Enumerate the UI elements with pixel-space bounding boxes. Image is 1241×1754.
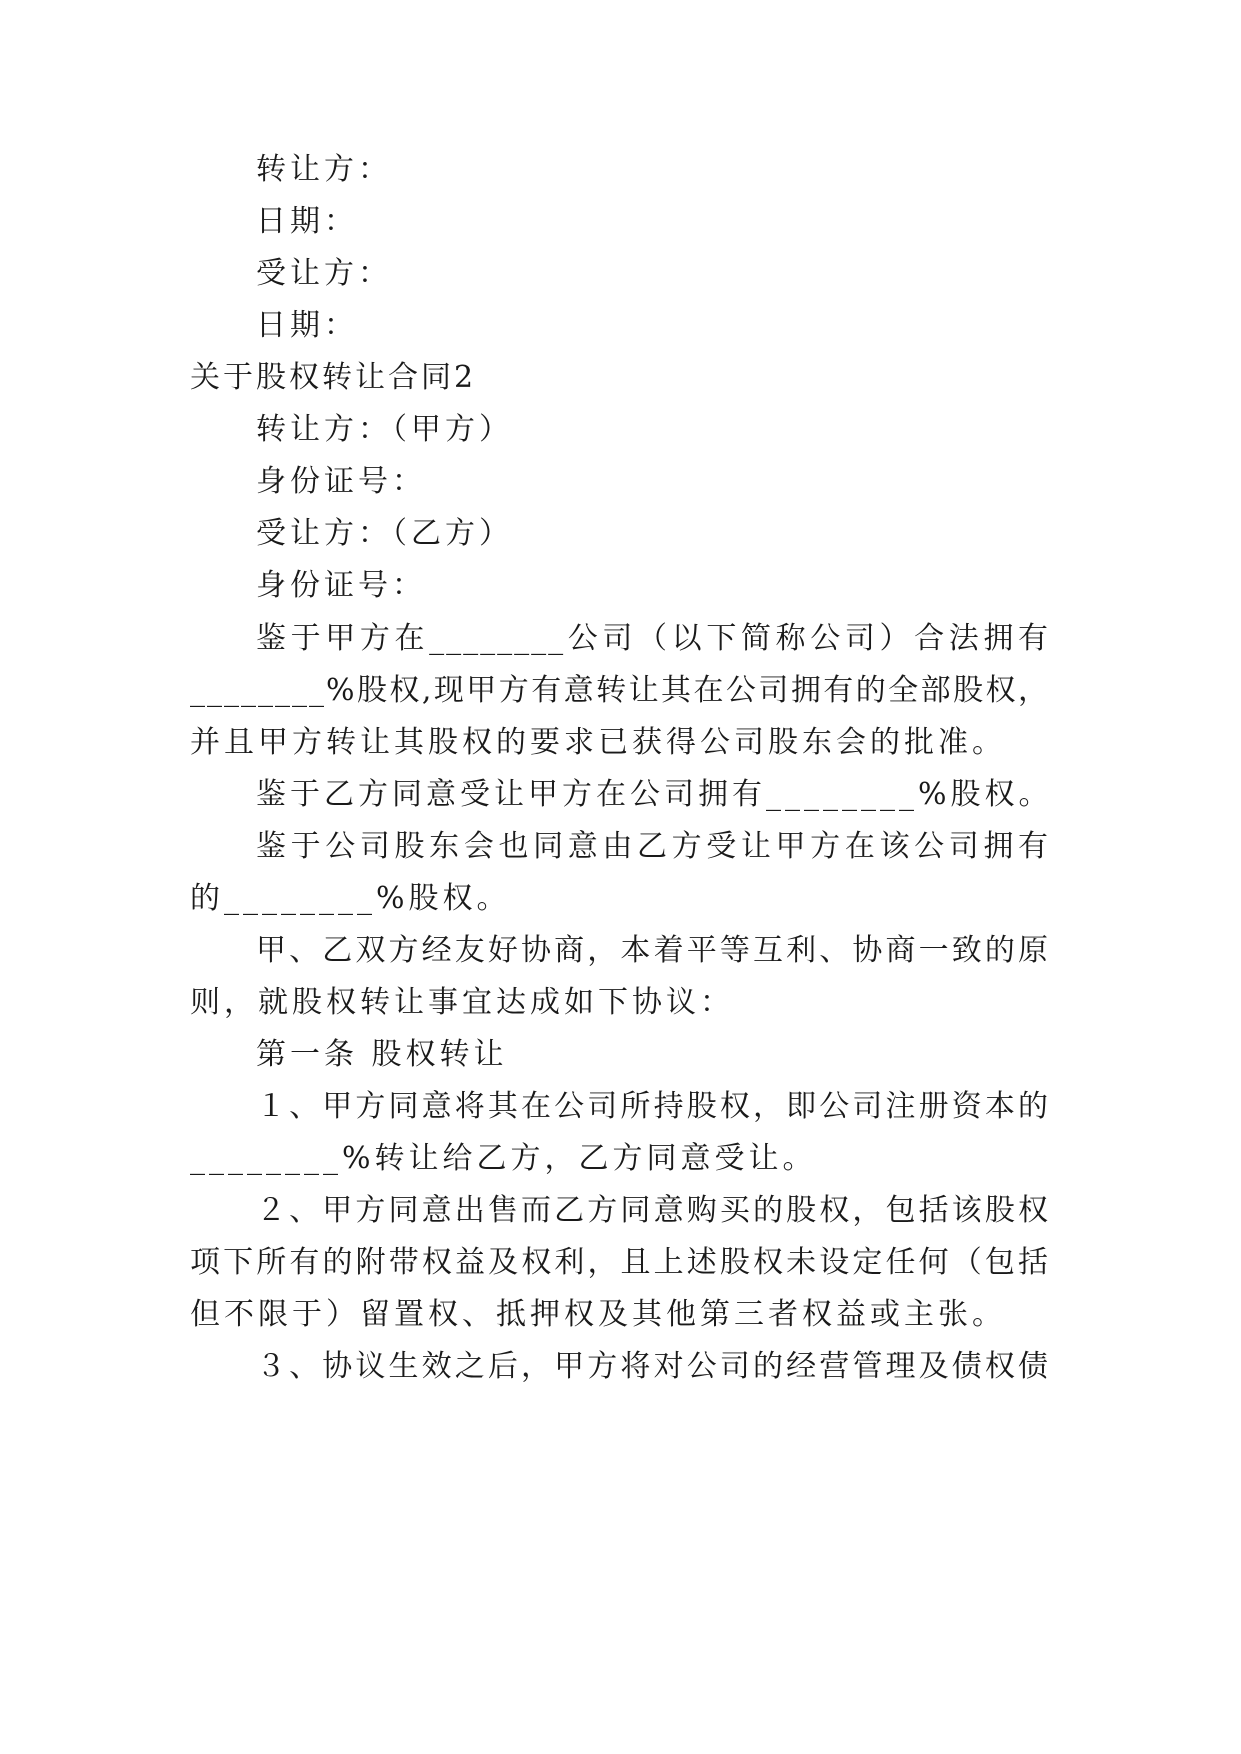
transferor-date-label: 日期：	[256, 204, 358, 239]
clause-1-line-2: ________%转让给乙方，乙方同意受让。	[190, 1141, 817, 1176]
party-a-id-label: 身份证号：	[256, 464, 426, 499]
recital-4-line-1: 甲、乙双方经友好协商，本着平等互利、协商一致的原	[256, 933, 1050, 968]
transferee-date-label: 日期：	[256, 308, 358, 343]
recital-1-line-1: 鉴于甲方在________公司（以下简称公司）合法拥有	[256, 621, 1050, 656]
clause-2-line-3: 但不限于）留置权、抵押权及其他第三者权益或主张。	[190, 1297, 1006, 1332]
recital-1-line-3: 并且甲方转让其股权的要求已获得公司股东会的批准。	[190, 725, 1006, 760]
clause-2-line-2: 项下所有的附带权益及权利，且上述股权未设定任何（包括	[190, 1245, 1050, 1280]
party-b-id-label: 身份证号：	[256, 568, 426, 603]
clause-3-line-1: ３、协议生效之后，甲方将对公司的经营管理及债权债	[256, 1349, 1050, 1384]
party-a-label: 转让方：（甲方）	[256, 412, 513, 447]
clause-1-line-1: １、甲方同意将其在公司所持股权，即公司注册资本的	[256, 1089, 1050, 1124]
recital-2: 鉴于乙方同意受让甲方在公司拥有________%股权。	[256, 777, 1053, 812]
recital-4-line-2: 则，就股权转让事宜达成如下协议：	[190, 985, 734, 1020]
transferor-signature-label: 转让方：	[256, 152, 392, 187]
party-b-label: 受让方：（乙方）	[256, 516, 513, 551]
article-1-title: 第一条 股权转让	[256, 1037, 508, 1072]
recital-3-line-2: 的________%股权。	[190, 881, 511, 916]
clause-2-line-1: ２、甲方同意出售而乙方同意购买的股权，包括该股权	[256, 1193, 1050, 1228]
recital-1-line-2: ________%股权,现甲方有意转让其在公司拥有的全部股权，	[190, 673, 1050, 708]
recital-3-line-1: 鉴于公司股东会也同意由乙方受让甲方在该公司拥有	[256, 829, 1050, 864]
transferee-signature-label: 受让方：	[256, 256, 392, 291]
section-title: 关于股权转让合同2	[190, 360, 477, 395]
